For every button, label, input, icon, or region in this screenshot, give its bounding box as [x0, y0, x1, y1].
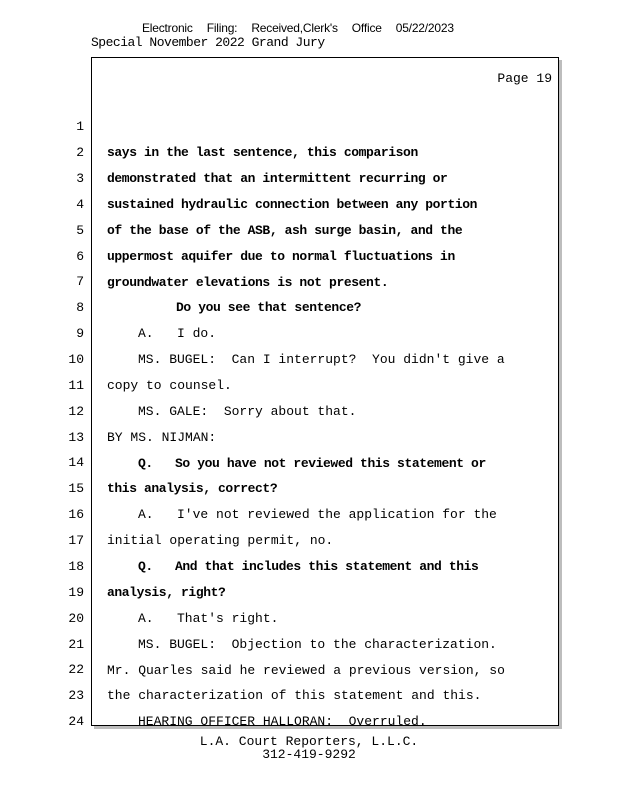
line-number: 8: [76, 300, 84, 315]
line-text: groundwater elevations is not present.: [107, 275, 389, 290]
line-number: 6: [76, 249, 84, 264]
line-number: 9: [76, 326, 84, 341]
line-text: sustained hydraulic connection between any portion: [107, 197, 478, 212]
line-text: HEARING OFFICER HALLORAN: Overruled.: [138, 714, 427, 729]
line-text: uppermost aquifer due to normal fluctuations in: [107, 249, 455, 264]
line-text: MS. GALE: Sorry about that.: [138, 404, 357, 419]
line-text: Q. So you have not reviewed this statement or: [138, 456, 486, 471]
line-number: 7: [76, 274, 84, 289]
line-text: says in the last sentence, this comparison: [107, 145, 418, 160]
stamp-office: Office: [351, 21, 382, 35]
page-number: Page 19: [497, 71, 552, 86]
line-number: 22: [68, 662, 84, 677]
line-number: 1: [76, 119, 84, 134]
line-text: of the base of the ASB, ash surge basin, and the: [107, 223, 463, 238]
line-text: BY MS. NIJMAN:: [107, 430, 217, 445]
line-text: MS. BUGEL: Objection to the characterization.: [138, 637, 497, 652]
line-number: 3: [76, 171, 84, 186]
stamp-received: Received,Clerk's: [251, 21, 338, 35]
line-text: A. I've not reviewed the application for the: [138, 507, 497, 522]
transcript-line: [0, 88, 618, 160]
line-text: Do you see that sentence?: [176, 300, 362, 315]
line-number: 24: [68, 714, 84, 729]
line-text: Q. And that includes this statement and this: [138, 559, 479, 574]
line-number: 15: [68, 481, 84, 496]
line-number: 4: [76, 197, 84, 212]
line-text: A. That's right.: [138, 611, 279, 626]
stamp-date: 05/22/2023: [395, 21, 454, 35]
line-number: 21: [68, 637, 84, 652]
line-text: demonstrated that an intermittent recurring or: [107, 171, 448, 186]
line-text: analysis, right?: [107, 585, 226, 600]
line-number: 5: [76, 223, 84, 238]
line-text: A. I do.: [138, 326, 217, 341]
line-text: copy to counsel.: [107, 378, 232, 393]
line-number: 11: [68, 378, 84, 393]
line-number: 10: [68, 352, 84, 367]
line-number: 23: [68, 688, 84, 703]
line-number: 2: [76, 145, 84, 160]
line-text: the characterization of this statement and this.: [107, 688, 482, 703]
line-text: this analysis, correct?: [107, 481, 278, 496]
reporter-company: L.A. Court Reporters, L.L.C.: [199, 734, 419, 749]
line-text: MS. BUGEL: Can I interrupt? You didn't give a: [138, 352, 505, 367]
line-number: 13: [68, 430, 84, 445]
line-text: Mr. Quarles said he reviewed a previous version, so: [107, 663, 505, 678]
line-number: 14: [68, 455, 84, 470]
stamp-electronic: Electronic: [142, 21, 193, 35]
line-number: 12: [68, 404, 84, 419]
line-number: 16: [68, 507, 84, 522]
line-number: 20: [68, 611, 84, 626]
reporter-phone: 312-419-9292: [262, 747, 356, 762]
line-number: 19: [68, 585, 84, 600]
document-title: Special November 2022 Grand Jury: [91, 35, 325, 50]
line-number: 17: [68, 533, 84, 548]
line-number: 18: [68, 559, 84, 574]
line-text: initial operating permit, no.: [107, 533, 334, 548]
stamp-filing: Filing:: [206, 21, 238, 35]
filing-stamp: [142, 21, 468, 35]
